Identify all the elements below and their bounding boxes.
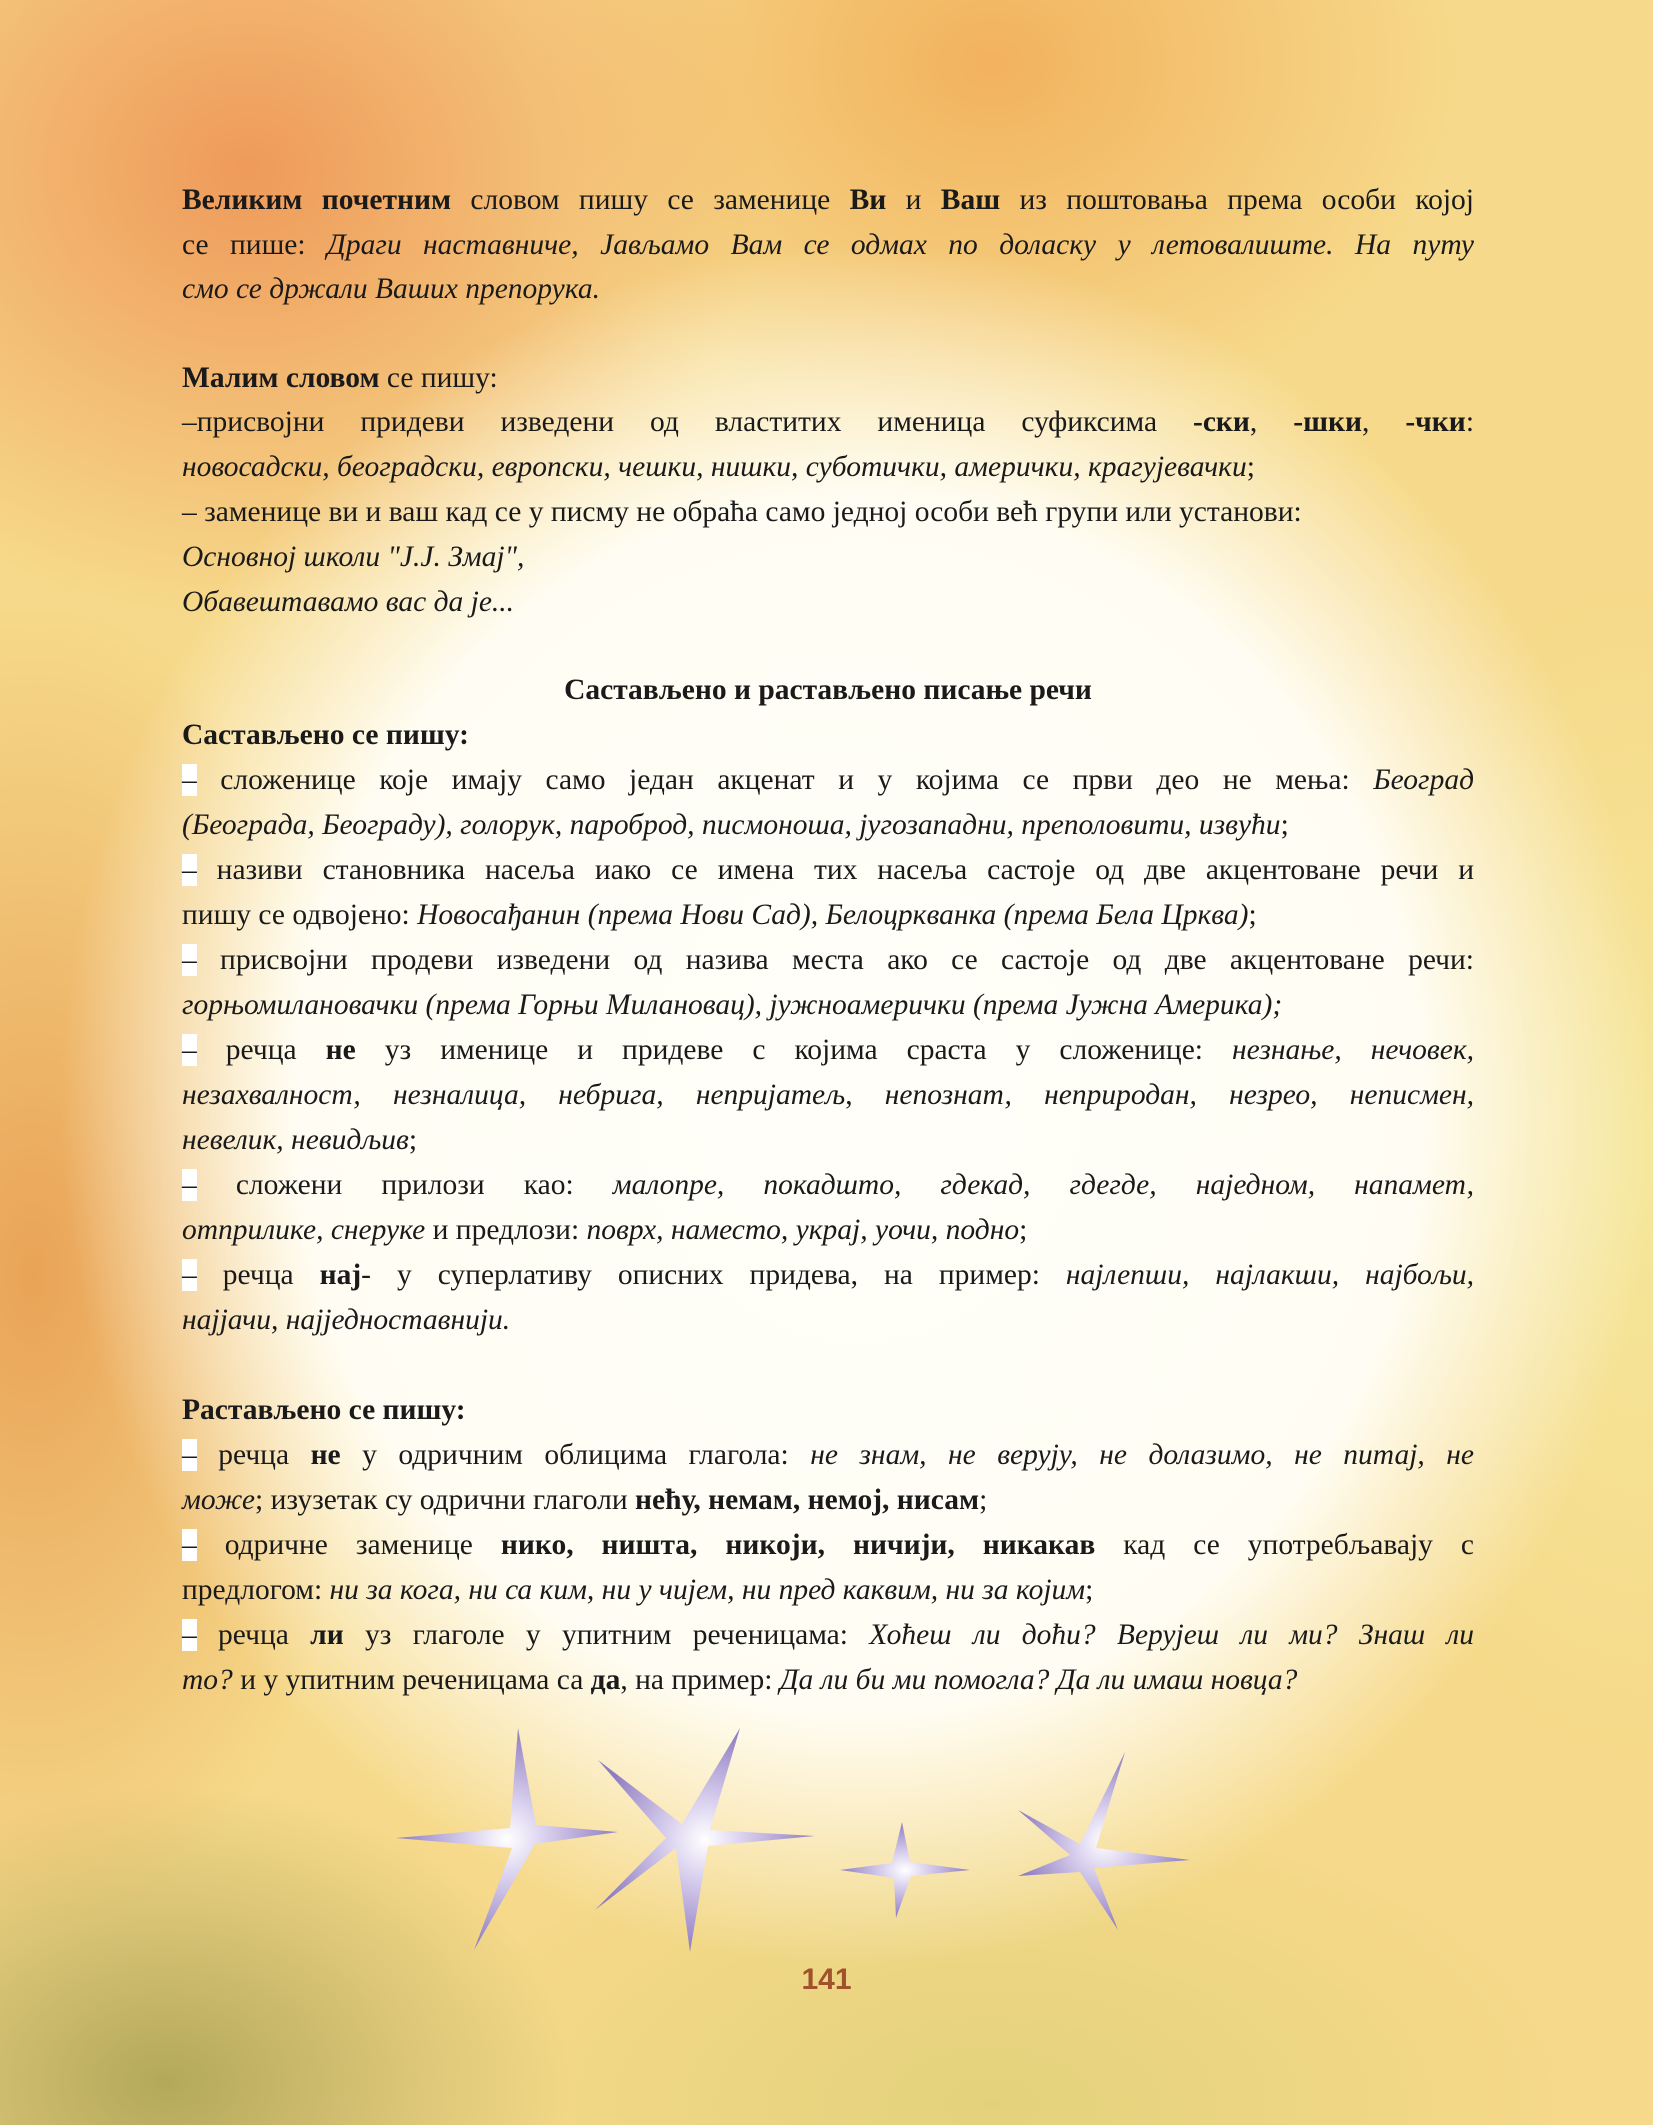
dash-marker: – [182, 1034, 197, 1066]
example-text: незнање, нечовек, [1232, 1034, 1474, 1066]
lowercase-heading [182, 356, 1474, 400]
text: ; изузетак су одрични глаголи [255, 1484, 636, 1516]
text: одричне заменице [196, 1529, 501, 1561]
compound-heading: Састављено се пишу: [182, 719, 469, 751]
text: ; [1280, 809, 1289, 841]
compound-item-6-line-2 [182, 1298, 1474, 1342]
example-text: незахвалност, незналица, небрига, непријатељ [182, 1079, 846, 1111]
dash-marker: – [182, 1259, 197, 1291]
example-text: новосадски, београдски, европски, чешки, нишки, суботички, амерички, крагујевачки [182, 451, 1247, 483]
dash-marker: – [182, 854, 197, 886]
bold-text: Малим словом [182, 362, 380, 394]
lowercase-line-4 [182, 535, 1474, 579]
example-text: Хоћеш ли доћи? Верујеш ли ми? Знаш ли [869, 1619, 1474, 1651]
text: пишу се одвојено: [182, 899, 418, 931]
separate-item-1-line-2 [182, 1478, 1474, 1522]
compound-item-2-line-1 [182, 848, 1474, 892]
text: ; [979, 1484, 988, 1516]
separate-item-2-line-1 [182, 1523, 1474, 1567]
text: , [845, 1079, 885, 1111]
separate-heading: Растављено се пишу: [182, 1394, 466, 1426]
example-text: невелик, невидљив [182, 1124, 409, 1156]
example-text: Да ли би ми помогла? Да ли имаш новца? [779, 1664, 1298, 1696]
example-text: отприлике, снеруке [182, 1214, 426, 1246]
example-text: Драги наставниче, Јављамо Вам се одмах по доласку у летовалиште. На путу [327, 229, 1474, 261]
separate-item-3-line-2 [182, 1658, 1474, 1702]
bold-text: да [590, 1664, 621, 1696]
page-number: 141 [801, 1963, 852, 1996]
bold-text: Ваш [940, 184, 1001, 216]
compound-item-4-line-2 [182, 1073, 1474, 1117]
example-text: ни за кога, ни са ким, ни у чијем, ни пред каквим, ни за којим [329, 1574, 1086, 1606]
text: – заменице ви и ваш кад се у писму не обраћа само једној особи већ групи или установи: [182, 496, 1302, 528]
text: се пише: [182, 229, 328, 261]
text: и предлози: [425, 1214, 587, 1246]
bold-text: Ви [849, 184, 887, 216]
compound-item-2-line-2 [182, 893, 1474, 937]
bold-text: не [325, 1034, 356, 1066]
example-text: Основној школи "Ј.Ј. Змај", [182, 541, 525, 573]
text: речца [196, 1619, 311, 1651]
text: и [886, 184, 941, 216]
star-icon [396, 1728, 618, 1950]
text: предлогом: [182, 1574, 330, 1606]
bold-text: нико, ништа, никоји, ничији, никакав [500, 1529, 1096, 1561]
text: –присвојни придеви изведени од властитих именица суфиксима [182, 406, 1193, 438]
bold-text: нај [319, 1259, 362, 1291]
bold-text: ли [310, 1619, 344, 1651]
dash-marker: – [182, 764, 197, 796]
example-text: смо се држали Ваших препорука. [182, 273, 600, 305]
separate-item-3-line-1 [182, 1613, 1474, 1657]
text: речца [196, 1259, 320, 1291]
paragraph-capitals-line-3 [182, 267, 1474, 311]
dash-marker: – [182, 944, 197, 976]
text: : [1465, 406, 1475, 438]
paragraph-capitals-line-2 [182, 223, 1474, 267]
text: ; [1246, 451, 1255, 483]
example-text: најлепши, најлакши, најбољи, [1065, 1259, 1475, 1291]
dash-marker: – [182, 1619, 197, 1651]
lowercase-line-2 [182, 445, 1474, 489]
text: - у суперлативу описних придева, на пример: [361, 1259, 1066, 1291]
text: речца [196, 1034, 326, 1066]
text: сложенице које имају само један акценат и у којима се први део не мења: [196, 764, 1374, 796]
bold-text: -шки [1293, 406, 1362, 438]
text: ; [1248, 899, 1257, 931]
compound-item-5-line-1 [182, 1163, 1474, 1207]
text: речца [196, 1439, 311, 1471]
compound-item-4-line-3 [182, 1118, 1474, 1162]
text: , [1362, 406, 1406, 438]
example-text: горњомилановачки (према Горњи Милановац), јужноамерички (према Јужна Америка); [182, 989, 1283, 1021]
separate-item-2-line-2 [182, 1568, 1474, 1612]
lowercase-line-5 [182, 580, 1474, 624]
bold-text: Великим почетним [182, 184, 452, 216]
example-text: поврх, наместо, украј, уочи, подно [586, 1214, 1020, 1246]
lowercase-line-1 [182, 400, 1474, 444]
text: из поштовања према особи којој [1000, 184, 1474, 216]
example-text: може [182, 1484, 255, 1516]
star-icon [595, 1728, 815, 1952]
star-icon [840, 1822, 970, 1918]
example-text: Новосађанин (према Нови Сад), Белоцркванка (према Бела Црква) [417, 899, 1249, 931]
paragraph-capitals-line-1 [182, 178, 1474, 222]
lowercase-line-3 [182, 490, 1474, 534]
example-text: Београд [1373, 764, 1474, 796]
separate-item-1-line-1 [182, 1433, 1474, 1477]
text: ; [408, 1124, 418, 1156]
text: називи становника насеља иако се имена тих насеља састоје од две акцентоване речи и [196, 854, 1474, 886]
text: присвојни продеви изведени од назива места ако се састоје од две акцентоване речи: [196, 944, 1474, 976]
example-text: малопре, покадшто, гдекад, гдегде, наједном, напамет, [612, 1169, 1474, 1201]
example-text: најјачи, најједноставнији. [182, 1304, 511, 1336]
compound-item-6-line-1 [182, 1253, 1474, 1297]
text: словом пишу се заменице [451, 184, 850, 216]
example-text: непознат, неприродан, незрео, неписмен, [884, 1079, 1475, 1111]
example-text: (Београда, Београду), голорук, пароброд, писмоноша, југозападни, преполовити, извући [182, 809, 1281, 841]
compound-item-5-line-2 [182, 1208, 1474, 1252]
dash-marker: – [182, 1169, 197, 1201]
text: ; [1019, 1214, 1028, 1246]
example-text: то? [182, 1664, 233, 1696]
example-text: не знам, не верују, не долазимо, не питај, не [810, 1439, 1474, 1471]
text: , [1249, 406, 1294, 438]
decorative-stars [390, 1720, 1200, 1960]
text: уз именице и придеве с којима срастa у сложенице: [355, 1034, 1233, 1066]
dash-marker: – [182, 1529, 197, 1561]
example-text: Обавештавамо вас да је... [182, 586, 515, 618]
compound-item-3-line-1 [182, 938, 1474, 982]
section-title: Састављено и растављено писање речи [564, 674, 1092, 706]
compound-item-4-line-1 [182, 1028, 1474, 1072]
compound-item-1-line-1 [182, 758, 1474, 802]
text: се пишу: [379, 362, 498, 394]
text: кад се употребљавају с [1095, 1529, 1474, 1561]
bold-text: не [310, 1439, 341, 1471]
text: , на пример: [620, 1664, 780, 1696]
bold-text: -чки [1405, 406, 1466, 438]
text: у одричним облицима глагола: [340, 1439, 811, 1471]
compound-item-3-line-2 [182, 983, 1474, 1027]
dash-marker: – [182, 1439, 197, 1471]
text: уз глаголе у упитним реченицама: [343, 1619, 870, 1651]
star-icon [1018, 1752, 1190, 1930]
compound-item-1-line-2 [182, 803, 1474, 847]
text: ; [1085, 1574, 1094, 1606]
text: и у упитним реченицама са [232, 1664, 591, 1696]
bold-text: нећу, немам, немој, нисам [635, 1484, 980, 1516]
text: сложени прилози као: [196, 1169, 613, 1201]
bold-text: -ски [1193, 406, 1250, 438]
